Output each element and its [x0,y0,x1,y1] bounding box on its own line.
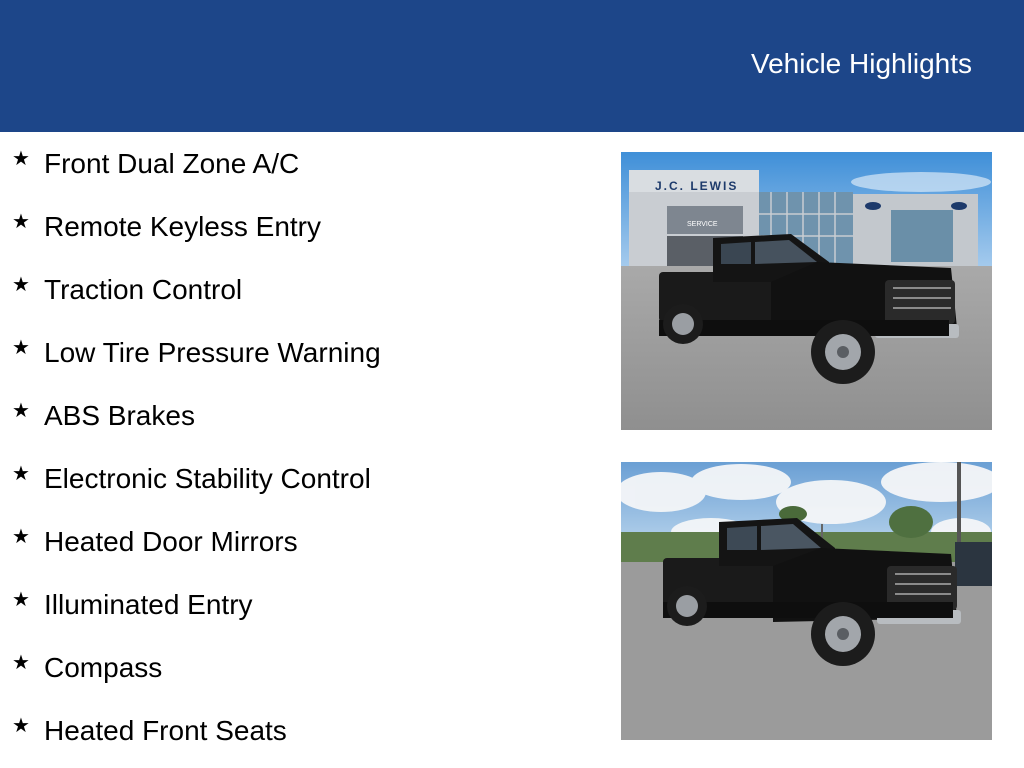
dealership-sign: J.C. LEWIS [655,179,739,193]
star-icon: ★ [12,274,30,296]
feature-item [12,207,321,247]
feature-item [12,585,253,625]
feature-item [12,270,242,310]
feature-label: ABS Brakes [44,400,195,431]
feature-item [12,711,287,751]
feature-item [12,648,162,688]
vehicle-photo-dealership [621,152,992,430]
star-icon: ★ [12,463,30,485]
star-icon: ★ [12,337,30,359]
star-icon: ★ [12,652,30,674]
feature-item [12,522,298,562]
feature-label: Front Dual Zone A/C [44,148,300,179]
star-icon: ★ [12,148,30,170]
feature-item [12,459,371,499]
star-icon: ★ [12,715,30,737]
star-icon: ★ [12,589,30,611]
feature-item [12,144,299,184]
feature-item [12,396,195,436]
feature-label: Heated Door Mirrors [44,526,298,557]
feature-label: Traction Control [44,274,243,305]
feature-label: Compass [44,652,163,683]
star-icon: ★ [12,526,30,548]
feature-item [12,333,381,373]
building-sign: SERVICE [687,221,718,228]
feature-label: Illuminated Entry [44,589,253,620]
star-icon: ★ [12,211,30,233]
feature-label: Remote Keyless Entry [44,211,321,242]
feature-label: Electronic Stability Control [44,463,371,494]
star-icon: ★ [12,400,30,422]
header-bar [0,0,1024,132]
feature-label: Heated Front Seats [44,715,287,746]
vehicle-photo-parking-lot [621,462,992,740]
page-title: Vehicle Highlights [750,48,972,79]
feature-label: Low Tire Pressure Warning [44,337,381,368]
